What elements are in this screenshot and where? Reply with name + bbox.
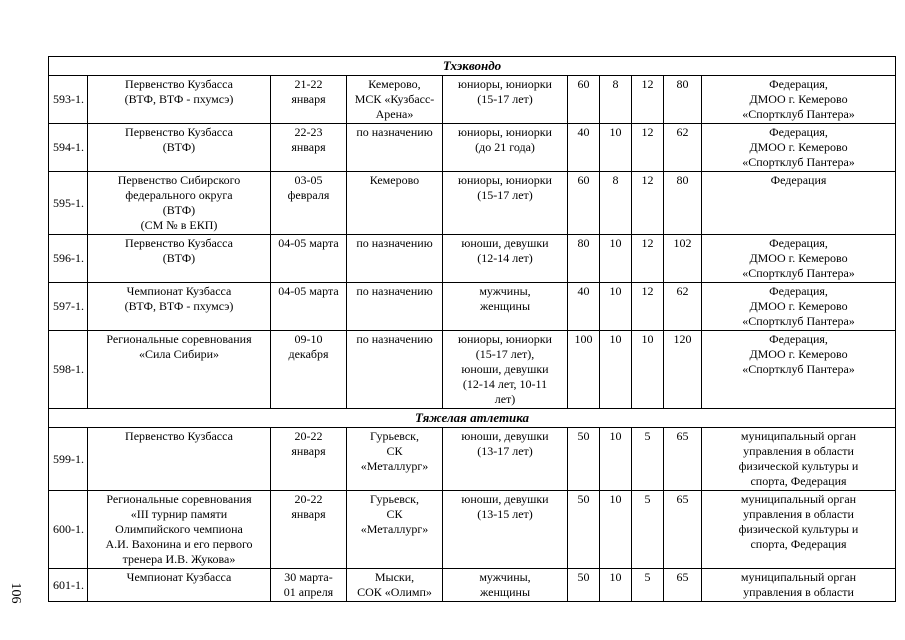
row-number-cell: 601-1. (49, 569, 88, 602)
participants-count-cell: 50 (568, 569, 600, 602)
participants-category-cell: юниоры, юниорки (15-17 лет) (443, 172, 568, 235)
section-header-row (49, 57, 896, 76)
event-date-cell: 22-23 января (271, 124, 347, 172)
participants-category-cell: юноши, девушки (12-14 лет) (443, 235, 568, 283)
organizer-cell: Федерация (702, 172, 896, 235)
table-row (49, 283, 896, 331)
organizer-cell: Федерация, ДМОО г. Кемерово «Спортклуб Пантера» (702, 331, 896, 409)
event-name-cell: Чемпионат Кузбасса (88, 569, 271, 602)
participants-count-cell: 100 (568, 331, 600, 409)
event-date-cell: 21-22 января (271, 76, 347, 124)
event-name-cell: Региональные соревнования «III турнир памяти Олимпийского чемпиона А.И. Вахонина и его первого тренера И.В. Жукова» (88, 491, 271, 569)
total-count-cell: 65 (664, 569, 702, 602)
participants-category-cell: мужчины, женщины (443, 569, 568, 602)
judges-count-cell: 8 (600, 172, 632, 235)
table-row (49, 124, 896, 172)
total-count-cell: 80 (664, 76, 702, 124)
coaches-count-cell: 5 (632, 491, 664, 569)
judges-count-cell: 10 (600, 124, 632, 172)
participants-category-cell: юниоры, юниорки (15-17 лет), юноши, девушки (12-14 лет, 10-11 лет) (443, 331, 568, 409)
row-number-cell: 598-1. (49, 331, 88, 409)
event-name-cell: Первенство Кузбасса (ВТФ) (88, 124, 271, 172)
coaches-count-cell: 12 (632, 124, 664, 172)
event-place-cell: по назначению (347, 124, 443, 172)
participants-count-cell: 50 (568, 491, 600, 569)
judges-count-cell: 10 (600, 283, 632, 331)
table-body (49, 57, 896, 602)
judges-count-cell: 10 (600, 235, 632, 283)
participants-category-cell: юниоры, юниорки (до 21 года) (443, 124, 568, 172)
event-place-cell: по назначению (347, 331, 443, 409)
participants-category-cell: мужчины, женщины (443, 283, 568, 331)
table-row (49, 331, 896, 409)
coaches-count-cell: 12 (632, 172, 664, 235)
event-date-cell: 04-05 марта (271, 283, 347, 331)
page-number: 106 (8, 582, 23, 604)
event-place-cell: по назначению (347, 283, 443, 331)
judges-count-cell: 8 (600, 76, 632, 124)
total-count-cell: 62 (664, 283, 702, 331)
row-number-cell: 600-1. (49, 491, 88, 569)
event-name-cell: Первенство Кузбасса (ВТФ, ВТФ - пхумсэ) (88, 76, 271, 124)
participants-count-cell: 40 (568, 124, 600, 172)
event-place-cell: Гурьевск, СК «Металлург» (347, 428, 443, 491)
event-name-cell: Первенство Кузбасса (88, 428, 271, 491)
total-count-cell: 65 (664, 428, 702, 491)
coaches-count-cell: 5 (632, 428, 664, 491)
row-number-cell: 599-1. (49, 428, 88, 491)
section-title: Тяжелая атлетика (49, 409, 896, 428)
judges-count-cell: 10 (600, 331, 632, 409)
event-name-cell: Чемпионат Кузбасса (ВТФ, ВТФ - пхумсэ) (88, 283, 271, 331)
event-date-cell: 09-10 декабря (271, 331, 347, 409)
event-date-cell: 20-22 января (271, 428, 347, 491)
section-header-row (49, 409, 896, 428)
table-row (49, 569, 896, 602)
row-number-cell: 596-1. (49, 235, 88, 283)
event-place-cell: Кемерово, МСК «Кузбасс- Арена» (347, 76, 443, 124)
competition-schedule-table (48, 56, 896, 602)
judges-count-cell: 10 (600, 569, 632, 602)
event-date-cell: 04-05 марта (271, 235, 347, 283)
event-name-cell: Региональные соревнования «Сила Сибири» (88, 331, 271, 409)
organizer-cell: Федерация, ДМОО г. Кемерово «Спортклуб Пантера» (702, 235, 896, 283)
row-number-cell: 597-1. (49, 283, 88, 331)
event-date-cell: 30 марта- 01 апреля (271, 569, 347, 602)
table-row (49, 235, 896, 283)
participants-category-cell: юноши, девушки (13-15 лет) (443, 491, 568, 569)
participants-category-cell: юниоры, юниорки (15-17 лет) (443, 76, 568, 124)
participants-count-cell: 80 (568, 235, 600, 283)
event-name-cell: Первенство Сибирского федерального округа (ВТФ) (СМ № в ЕКП) (88, 172, 271, 235)
coaches-count-cell: 12 (632, 76, 664, 124)
row-number-cell: 593-1. (49, 76, 88, 124)
table-row (49, 76, 896, 124)
organizer-cell: Федерация, ДМОО г. Кемерово «Спортклуб Пантера» (702, 124, 896, 172)
total-count-cell: 102 (664, 235, 702, 283)
organizer-cell: муниципальный орган управления в области физической культуры и спорта, Федерация (702, 428, 896, 491)
participants-count-cell: 40 (568, 283, 600, 331)
organizer-cell: муниципальный орган управления в области физической культуры и спорта, Федерация (702, 491, 896, 569)
section-title: Тхэквондо (49, 57, 896, 76)
row-number-cell: 595-1. (49, 172, 88, 235)
participants-count-cell: 50 (568, 428, 600, 491)
judges-count-cell: 10 (600, 428, 632, 491)
event-date-cell: 20-22 января (271, 491, 347, 569)
total-count-cell: 62 (664, 124, 702, 172)
table-row (49, 491, 896, 569)
total-count-cell: 80 (664, 172, 702, 235)
event-place-cell: по назначению (347, 235, 443, 283)
total-count-cell: 120 (664, 331, 702, 409)
participants-category-cell: юноши, девушки (13-17 лет) (443, 428, 568, 491)
event-place-cell: Мыски, СОК «Олимп» (347, 569, 443, 602)
row-number-cell: 594-1. (49, 124, 88, 172)
participants-count-cell: 60 (568, 172, 600, 235)
participants-count-cell: 60 (568, 76, 600, 124)
organizer-cell: муниципальный орган управления в области (702, 569, 896, 602)
coaches-count-cell: 5 (632, 569, 664, 602)
event-place-cell: Кемерово (347, 172, 443, 235)
coaches-count-cell: 10 (632, 331, 664, 409)
coaches-count-cell: 12 (632, 283, 664, 331)
coaches-count-cell: 12 (632, 235, 664, 283)
event-place-cell: Гурьевск, СК «Металлург» (347, 491, 443, 569)
organizer-cell: Федерация, ДМОО г. Кемерово «Спортклуб Пантера» (702, 76, 896, 124)
event-name-cell: Первенство Кузбасса (ВТФ) (88, 235, 271, 283)
event-date-cell: 03-05 февраля (271, 172, 347, 235)
judges-count-cell: 10 (600, 491, 632, 569)
table-row (49, 428, 896, 491)
table-row (49, 172, 896, 235)
organizer-cell: Федерация, ДМОО г. Кемерово «Спортклуб Пантера» (702, 283, 896, 331)
total-count-cell: 65 (664, 491, 702, 569)
